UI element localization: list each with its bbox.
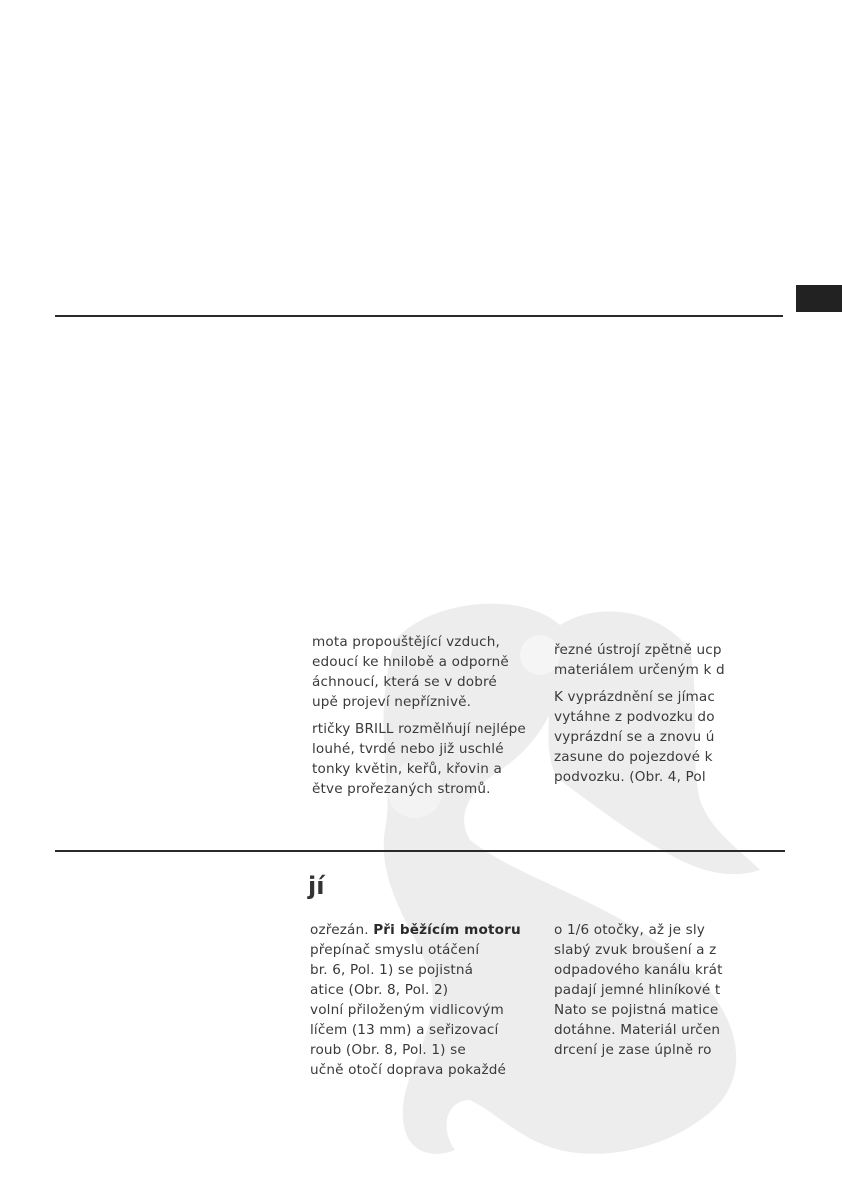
lower-left-column: ozřezán. Při běžícím motoru přepínač smyslu otáčení br. 6, Pol. 1) se pojistná atice (Obr. 8, Pol. 2) volní přiloženým vidlicovým líčem (13 mm) a seřizovací roub (Obr. 8, Pol. 1) se učně otočí doprava pokaždé (310, 922, 521, 1078)
lower-right-column: o 1/6 otočky, až je sly slabý zvuk broušení a z odpadového kanálu krát padají jemné hliníkové t Nato se pojistná matice dotáhne. Materiál určen drcení je zase úplně ro (554, 922, 723, 1058)
section-heading: jí (308, 872, 325, 900)
paragraph: mota propouštějící vzduch, edoucí ke hnilobě a odporně áchnoucí, která se v dobré upě projeví nepříznivě. (312, 634, 509, 710)
paragraph: řezné ústrojí zpětně ucp materiálem určeným k d (554, 642, 725, 678)
text-line: ozřezán. Při běžícím motoru (310, 922, 521, 938)
language-tab-marker (796, 285, 842, 312)
section-divider-bottom (55, 850, 785, 852)
upper-left-column (312, 632, 526, 806)
section-divider-top (55, 315, 783, 317)
paragraph: rtičky BRILL rozmělňují nejlépe louhé, tvrdé nebo již uschlé tonky květin, keřů, křovin a ětve prořezaných stromů. (312, 721, 526, 797)
upper-right-column (554, 640, 730, 794)
paragraph: K vyprázdnění se jímac vytáhne z podvozku do vyprázdní se a znovu ú zasune do pojezdové k podvozku. (Obr. 4, Pol (554, 689, 715, 785)
